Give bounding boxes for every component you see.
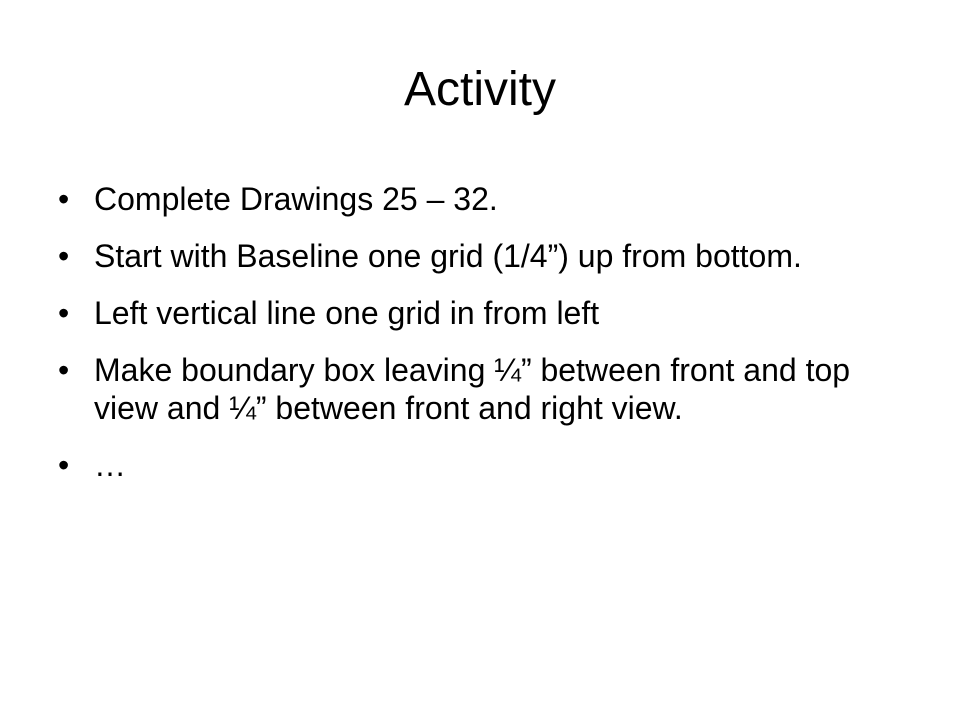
bullet-text: Left vertical line one grid in from left [94,295,600,331]
slide-title: Activity [403,63,556,116]
bullet-icon: • [58,181,70,217]
bullet-icon: • [58,295,70,331]
bullet-text: Complete Drawings 25 – 32. [94,181,498,217]
bullet-item-left-vertical-line [58,294,878,332]
bullet-text: Start with Baseline one grid (1/4”) up from bottom. [94,238,802,274]
bullet-item-complete-drawings [58,180,878,218]
bullet-text: Make boundary box leaving ¼” between front and top view and ¼” between front and right view. [94,352,851,426]
bullet-item-boundary-box [58,351,878,427]
bullet-text: … [94,447,126,483]
bullet-item-ellipsis [58,446,878,484]
bullet-icon: • [58,447,70,483]
bullet-item-baseline [58,237,878,275]
bullet-icon: • [58,352,70,388]
bullet-list [58,180,878,484]
bullet-icon: • [58,238,70,274]
